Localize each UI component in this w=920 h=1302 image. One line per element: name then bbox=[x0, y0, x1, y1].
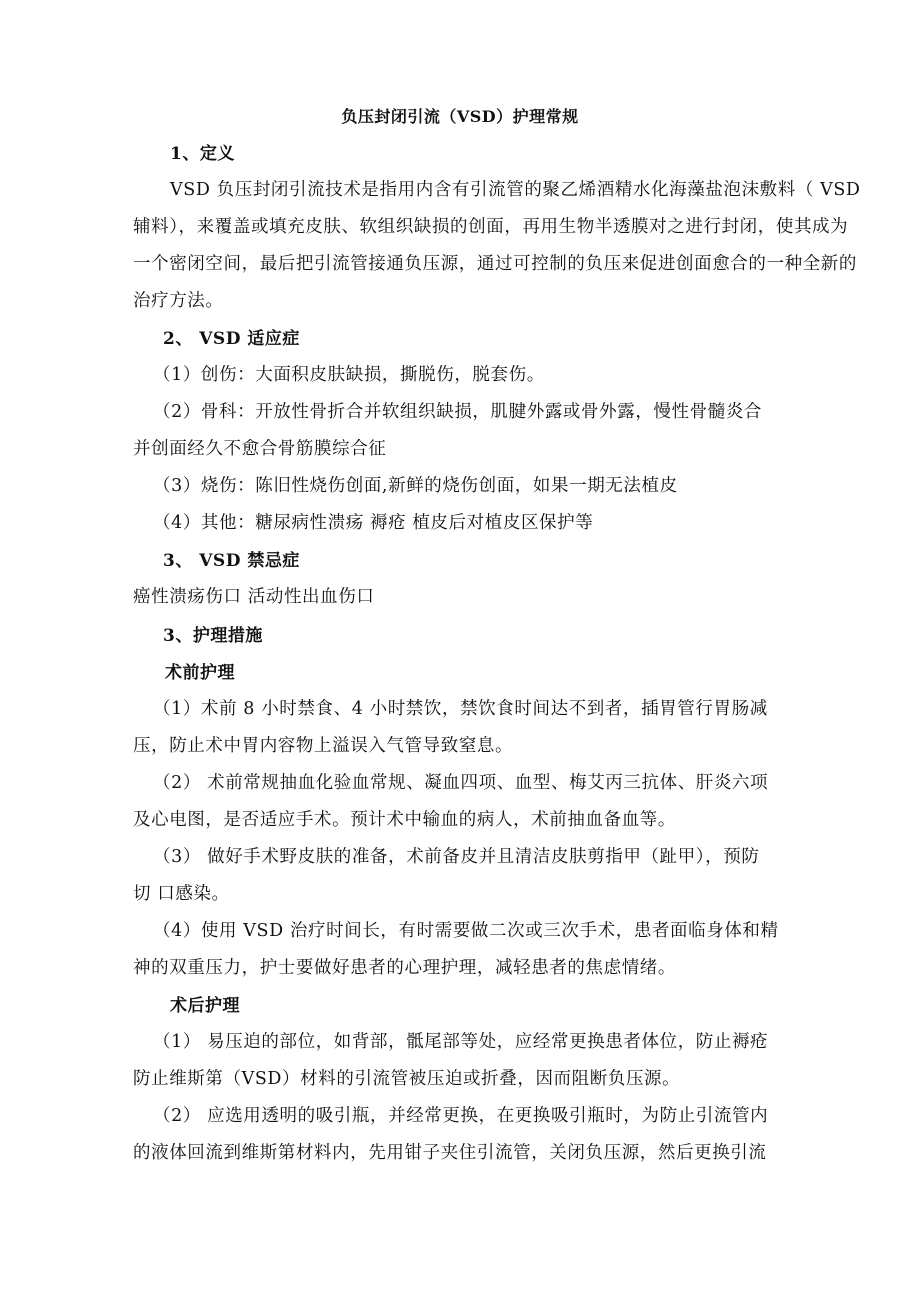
indication-item: （1）创伤：大面积皮肤缺损，撕脱伤，脱套伤。 bbox=[153, 365, 545, 385]
section-indications-heading: 2、 VSD 适应症 bbox=[163, 329, 300, 349]
preop-line: （1）术前 8 小时禁食、4 小时禁饮，禁饮食时间达不到者，插胃管行胃肠减 bbox=[153, 699, 768, 719]
preop-line: 及心电图，是否适应手术。预计术中输血的病人，术前抽血备血等。 bbox=[133, 810, 676, 830]
preop-line: （3） 做好手术野皮肤的准备，术前备皮并且清洁皮肤剪指甲（趾甲），预防 bbox=[153, 847, 760, 867]
postop-line: 的液体回流到维斯第材料内，先用钳子夹住引流管，关闭负压源，然后更换引流 bbox=[133, 1143, 767, 1163]
indication-item: （3）烧伤：陈旧性烧伤创面,新鲜的烧伤创面，如果一期无法植皮 bbox=[153, 476, 678, 496]
preop-line: 神的双重压力，护士要做好患者的心理护理，减轻患者的焦虑情绪。 bbox=[133, 958, 676, 978]
section-definition-heading: 1、定义 bbox=[170, 144, 235, 164]
section-nursing-heading: 3、护理措施 bbox=[163, 626, 263, 646]
indication-item: （4）其他：糖尿病性溃疡 褥疮 植皮后对植皮区保护等 bbox=[153, 513, 594, 533]
definition-line: 一个密闭空间，最后把引流管接通负压源，通过可控制的负压来促进创面愈合的一种全新的 bbox=[133, 254, 857, 274]
indication-item: （2）骨科：开放性骨折合并软组织缺损，肌腱外露或骨外露，慢性骨髓炎合 bbox=[153, 402, 763, 422]
postop-heading: 术后护理 bbox=[170, 996, 240, 1016]
contraindications-text: 癌性溃疡伤口 活动性出血伤口 bbox=[133, 587, 375, 607]
postop-line: （2） 应选用透明的吸引瓶，并经常更换，在更换吸引瓶时，为防止引流管内 bbox=[153, 1106, 769, 1126]
definition-line: 辅料），来覆盖或填充皮肤、软组织缺损的创面，再用生物半透膜对之进行封闭，使其成为 bbox=[133, 217, 849, 237]
preop-heading: 术前护理 bbox=[165, 663, 235, 683]
definition-line: 治疗方法。 bbox=[133, 291, 224, 311]
preop-line: （2） 术前常规抽血化验血常规、凝血四项、血型、梅艾丙三抗体、肝炎六项 bbox=[153, 773, 769, 793]
preop-line: 切 口感染。 bbox=[133, 884, 230, 904]
definition-line: VSD 负压封闭引流技术是指用内含有引流管的聚乙烯酒精水化海藻盐泡沫敷料（ VSD bbox=[170, 180, 861, 200]
postop-line: （1） 易压迫的部位，如背部，骶尾部等处，应经常更换患者体位，防止褥疮 bbox=[153, 1032, 769, 1052]
section-contraindications-heading: 3、 VSD 禁忌症 bbox=[163, 551, 300, 571]
document-title: 负压封闭引流（VSD）护理常规 bbox=[341, 107, 579, 126]
indication-item: 并创面经久不愈合骨筋膜综合征 bbox=[133, 439, 387, 459]
postop-line: 防止维斯第（VSD）材料的引流管被压迫或折叠，因而阻断负压源。 bbox=[133, 1069, 681, 1089]
preop-line: （4）使用 VSD 治疗时间长，有时需要做二次或三次手术，患者面临身体和精 bbox=[153, 921, 779, 941]
preop-line: 压，防止术中胃内容物上溢误入气管导致窒息。 bbox=[133, 736, 514, 756]
